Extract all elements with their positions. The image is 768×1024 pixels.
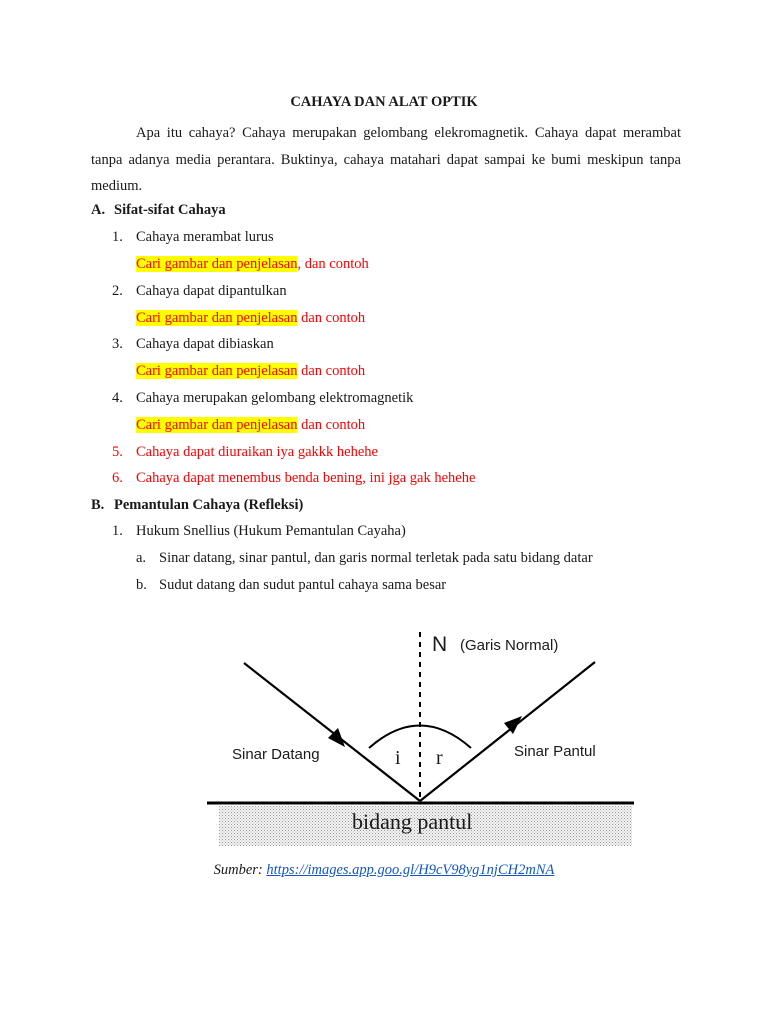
list-item-text: Hukum Snellius (Hukum Pemantulan Cayaha) — [136, 523, 406, 539]
sub-item-marker: a. — [136, 550, 147, 566]
note-rest: dan contoh — [297, 363, 366, 379]
highlighted-note: Cari gambar dan penjelasan — [136, 310, 298, 326]
list-item-note — [136, 364, 365, 379]
list-item-text: Cahaya merambat lurus — [136, 229, 274, 245]
reflected-label: Sinar Pantul — [514, 743, 596, 760]
incident-label: Sinar Datang — [232, 746, 320, 763]
list-item-number: 2. — [112, 283, 123, 299]
list-item-number: 5. — [112, 444, 123, 460]
source-link[interactable]: https://images.app.goo.gl/H9cV98yg1njCH2mNA — [266, 862, 555, 878]
image-source-caption — [0, 863, 768, 878]
list-item-text: Cahaya dapat menembus benda bening, ini jga gak hehehe — [136, 470, 476, 486]
normal-letter: N — [432, 633, 448, 656]
list-item-note — [136, 257, 369, 272]
list-item-text: Cahaya dapat dibiaskan — [136, 336, 274, 352]
reflection-diagram — [195, 620, 645, 852]
list-item-note — [136, 418, 365, 433]
intro-text: Apa itu cahaya? Cahaya merupakan gelombang elekromagnetik. Cahaya dapat merambat tanpa adanya media perantara. Buktinya, cahaya matahari dapat sampai ke bumi meskipun tanpa medium. — [91, 125, 681, 194]
sub-item-text: Sudut datang dan sudut pantul cahaya sama besar — [159, 577, 447, 593]
note-rest: , dan contoh — [297, 256, 369, 272]
normal-label: (Garis Normal) — [460, 637, 559, 654]
note-rest: dan contoh — [297, 417, 366, 433]
highlighted-note: Cari gambar dan penjelasan — [136, 417, 298, 433]
list-item-text: Cahaya dapat dipantulkan — [136, 283, 287, 299]
list-item-number: 1. — [112, 523, 123, 539]
list-item-number: 4. — [112, 390, 123, 406]
angle-r-label: r — [436, 747, 443, 769]
intro-paragraph — [91, 120, 681, 200]
section-b-marker: B. — [91, 497, 105, 513]
highlighted-note: Cari gambar dan penjelasan — [136, 363, 298, 379]
list-item-number: 3. — [112, 336, 123, 352]
sub-item-marker: b. — [136, 577, 147, 593]
list-item-number: 6. — [112, 470, 123, 486]
list-item-text: Cahaya merupakan gelombang elektromagnetik — [136, 390, 414, 406]
surface-label: bidang pantul — [352, 809, 473, 834]
section-a-heading: Sifat-sifat Cahaya — [114, 202, 226, 218]
caption-prefix: Sumber: — [213, 862, 267, 878]
list-item-number: 1. — [112, 229, 123, 245]
note-rest: dan contoh — [297, 310, 366, 326]
sub-item-text: Sinar datang, sinar pantul, dan garis normal terletak pada satu bidang datar — [159, 550, 593, 566]
section-b-heading: Pemantulan Cahaya (Refleksi) — [114, 497, 304, 513]
section-a-marker: A. — [91, 202, 106, 218]
list-item-text: Cahaya dapat diuraikan iya gakkk hehehe — [136, 444, 378, 460]
page-title: CAHAYA DAN ALAT OPTIK — [290, 94, 478, 110]
list-item-note — [136, 311, 365, 326]
angle-i-label: i — [395, 747, 401, 769]
highlighted-note: Cari gambar dan penjelasan — [136, 256, 298, 272]
